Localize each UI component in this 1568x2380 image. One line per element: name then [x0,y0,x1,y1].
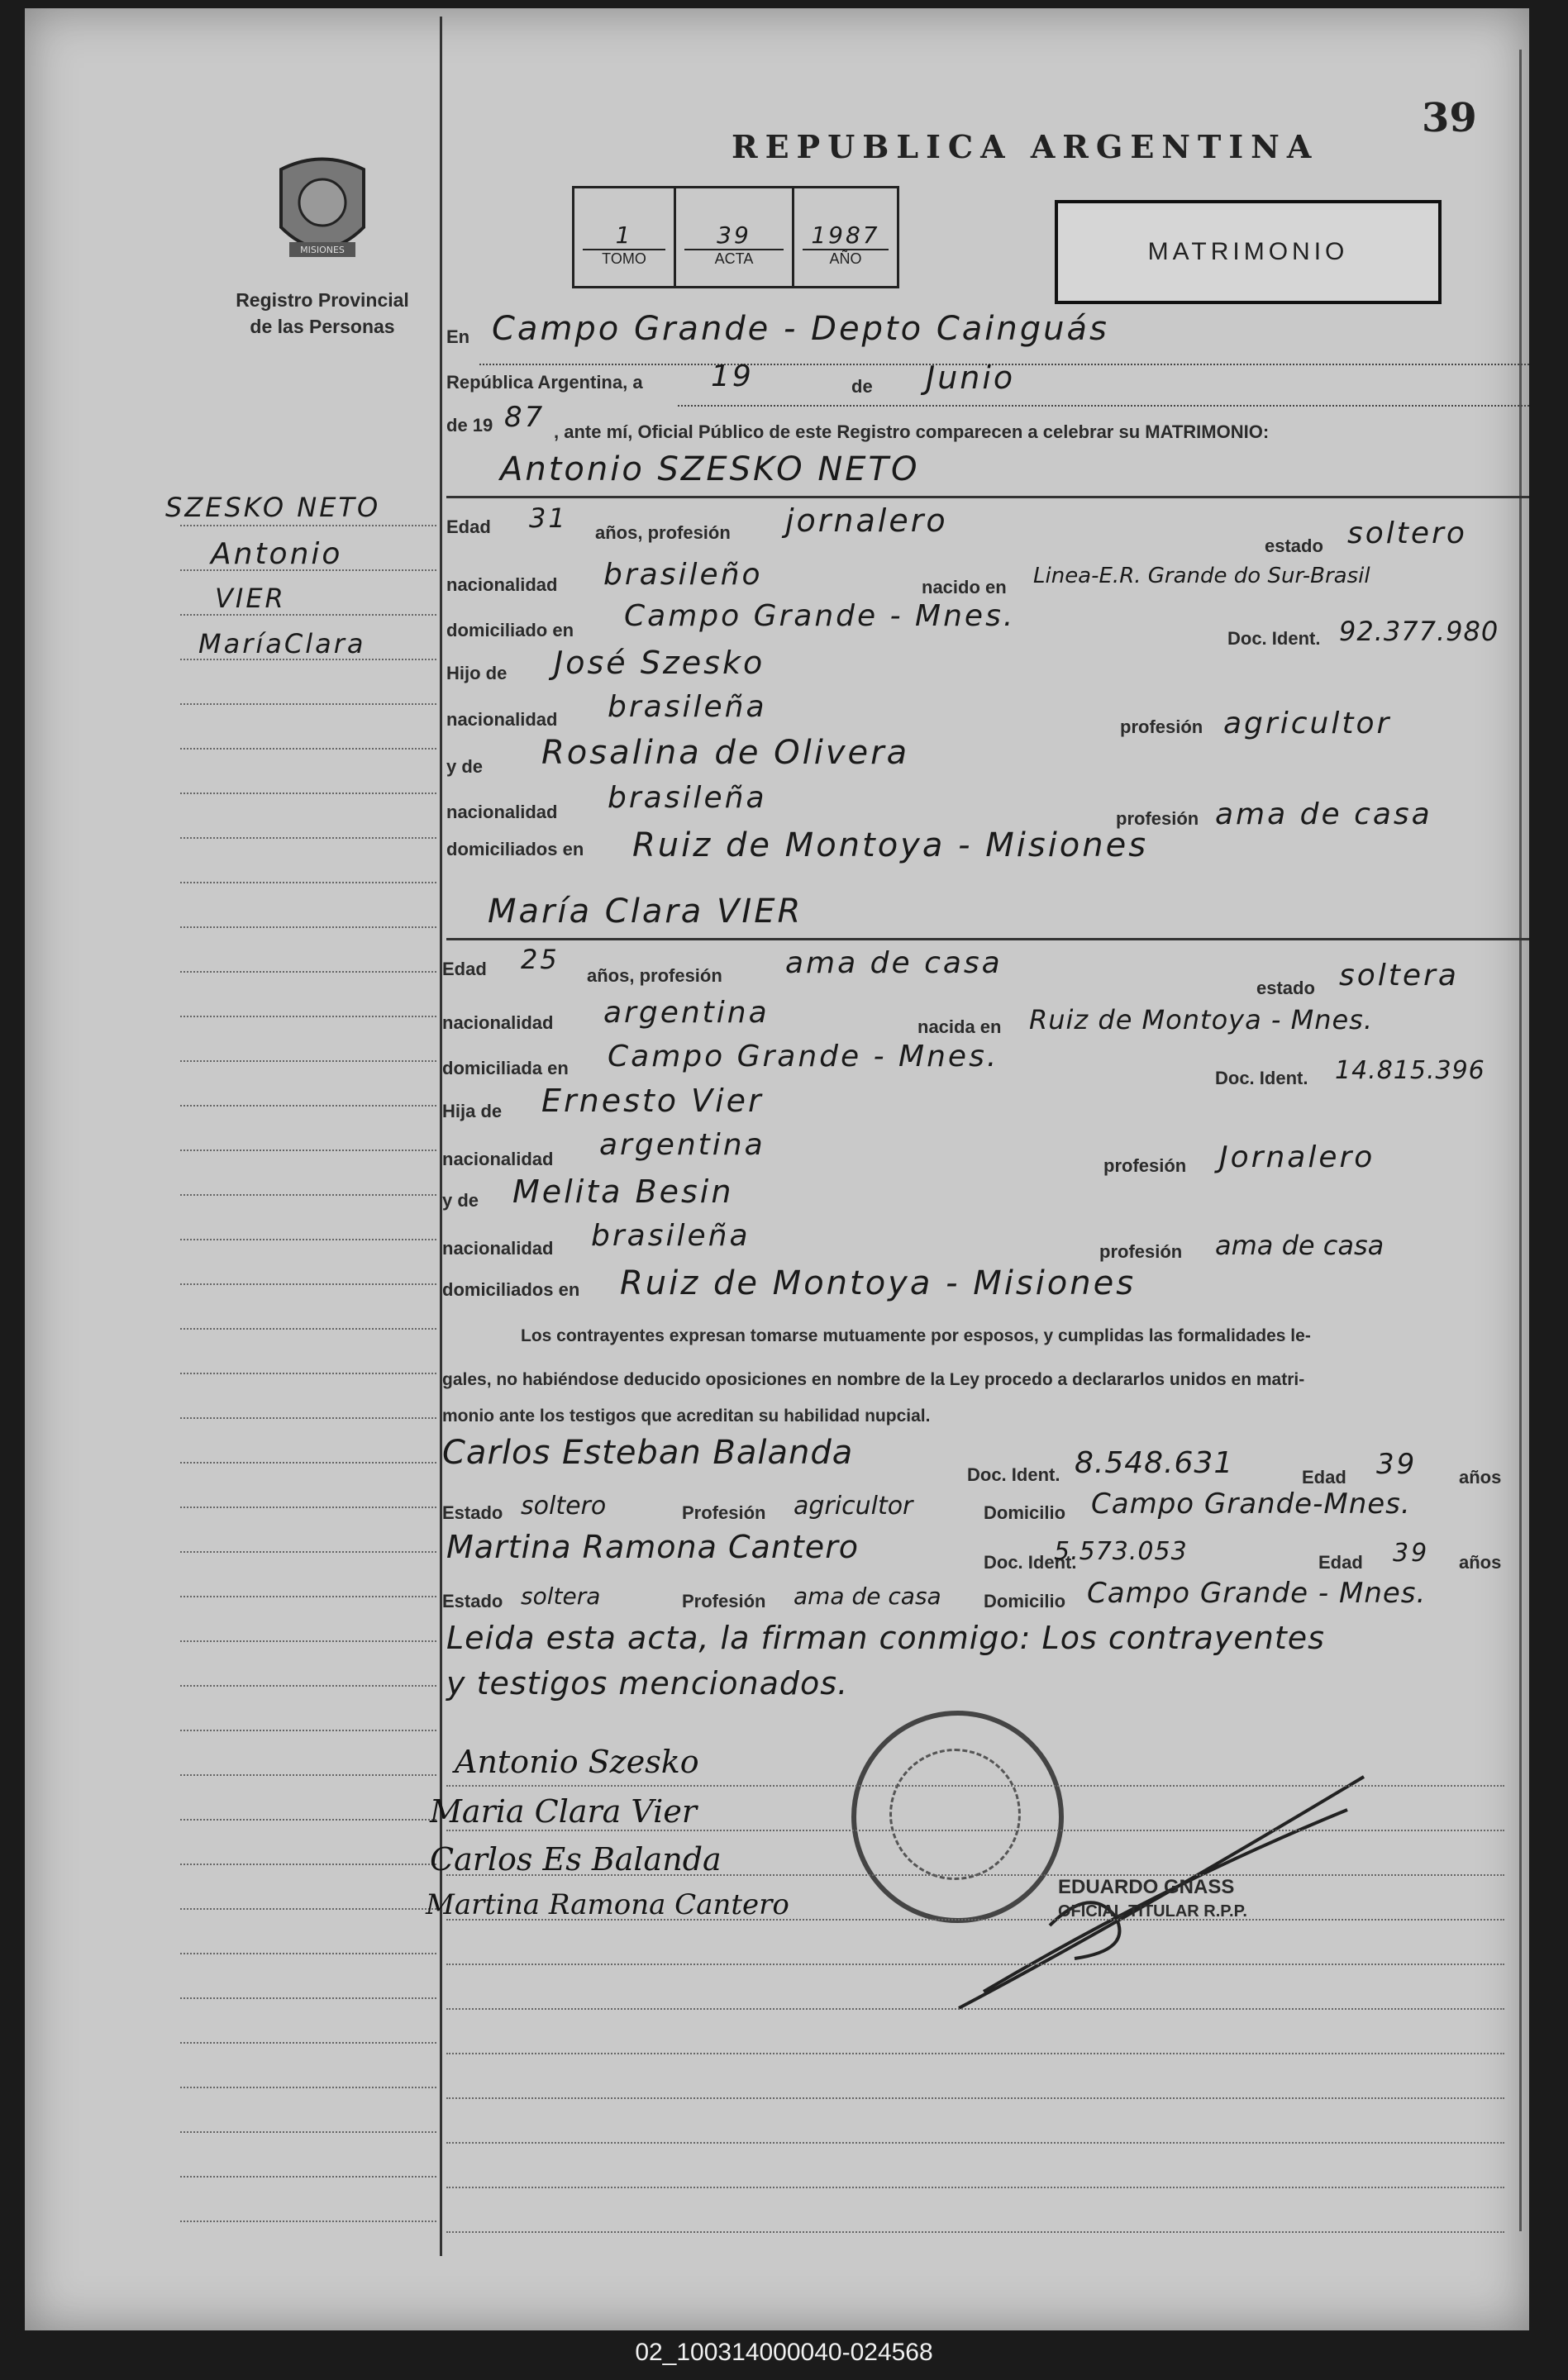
groom-nacido-label: nacido en [922,577,1007,597]
body-ruled-line [446,2187,1504,2188]
margin-ruled-line [180,793,436,794]
groom-estado: soltero [1347,516,1467,550]
margin-ruled-line [180,1774,436,1776]
bride-edad-label: Edad [442,959,487,979]
margin-ruled-line [180,1239,436,1240]
witness-2-age: 39 [1393,1539,1430,1568]
acta-cell [676,188,794,286]
witness-1-doc: 8.548.631 [1075,1446,1234,1480]
margin-ruled-line [180,2042,436,2044]
groom-nat-label: nacionalidad [446,574,558,595]
groom-profession: jornalero [785,502,948,539]
margin-ruled-line [180,748,436,750]
registry-name-2: de las Personas [250,316,395,337]
tomo-label: TOMO [583,249,665,268]
signature-witness-2: Martina Ramona Cantero [426,1888,789,1921]
margin-ruled-line [180,614,436,616]
margin-ruled-line [180,2131,436,2133]
margin-ruled-line [180,1596,436,1597]
margin-ruled-line [180,2176,436,2178]
registry-name-1: Registro Provincial [236,289,409,311]
margin-ruled-line [180,1194,436,1196]
declaration-line-3: monio ante los testigos que acreditan su habilidad nupcial. [442,1407,931,1426]
groom-father: José Szesko [554,645,765,681]
bride-domicile: Campo Grande - Mnes. [608,1040,999,1073]
witness-1-domicile: Campo Grande-Mnes. [1091,1488,1411,1521]
margin-ruled-line [180,1730,436,1731]
margin-ruled-line [180,1016,436,1017]
margin-ruled-line [180,926,436,928]
margin-ruled-line [180,882,436,883]
witness-1-prof-label: Profesión [682,1502,766,1523]
margin-ruled-line [180,1551,436,1553]
ano-cell [794,188,897,286]
bride-mother-nationality: brasileña [591,1219,751,1253]
closing-line-2: y testigos mencionados. [446,1665,849,1702]
groom-mother: Rosalina de Olivera [541,734,910,772]
groom-dom-label: domiciliado en [446,620,574,640]
tomo-value: 1 [615,221,633,249]
groom-estado-label: estado [1265,536,1323,556]
bride-mother-prof-label: profesión [1099,1241,1183,1262]
bride-name: María Clara VIER [488,892,803,931]
year-suffix: 87 [504,401,546,434]
groom-age: 31 [529,502,568,534]
margin-ruled-line [180,1819,436,1821]
margin-ruled-line [180,1417,436,1419]
margin-note-surname: SZESKO NETO [165,492,381,523]
groom-yde-label: y de [446,756,484,777]
witness-2-estado: soltera [521,1583,601,1610]
witness-2-profession: ama de casa [794,1583,941,1610]
witness-2-name: Martina Ramona Cantero [446,1529,860,1565]
groom-doc: 92.377.980 [1339,616,1499,647]
margin-ruled-line [180,1997,436,1999]
margin-ruled-line [180,1507,436,1508]
bride-nat-label: nacionalidad [442,1012,554,1033]
bride-estado-label: estado [1256,978,1315,998]
margin-ruled-line [180,971,436,973]
tomo-cell [574,188,676,286]
month-value: Junio [926,359,1016,396]
margin-ruled-line [180,1150,436,1151]
bride-parents-domicile: Ruiz de Montoya - Misiones [620,1264,1137,1302]
day-value: 19 [711,359,754,393]
closing-line-1: Leida esta acta, la firman conmigo: Los contrayentes [446,1620,1325,1656]
groom-mother-prof-label: profesión [1116,808,1199,829]
margin-ruled-line [180,569,436,571]
margin-ruled-line [180,1640,436,1642]
margin-ruled-line [180,2221,436,2222]
bride-profession: ama de casa [785,946,1003,980]
witness-1-profession: agricultor [794,1492,913,1521]
bride-father: Ernesto Vier [541,1083,764,1119]
body-ruled-line [446,2097,1504,2099]
margin-ruled-line [180,525,436,526]
republica-label: República Argentina, a [446,372,643,393]
groom-edad-label: Edad [446,516,491,537]
province-crest-icon [273,153,372,269]
country-title: REPUBLICA ARGENTINA [732,128,1319,165]
bride-father-profession: Jornalero [1219,1140,1375,1174]
groom-mother-profession: ama de casa [1215,797,1432,831]
signature-witness-1: Carlos Es Balanda [430,1841,722,1878]
year-prefix: de 19 [446,415,493,436]
bride-father-nat-label: nacionalidad [442,1149,554,1169]
groom-parents-dom-label: domiciliados en [446,839,584,859]
margin-ruled-line [180,1685,436,1687]
acta-value: 39 [717,221,751,249]
margin-ruled-line [180,1462,436,1464]
groom-name: Antonio SZESKO NETO [500,450,920,488]
margin-ruled-line [180,1908,436,1910]
body-ruled-line [446,2008,1504,2010]
margin-note-bride-given: MaríaClara [198,628,366,659]
bride-parents-dom-label: domiciliados en [442,1279,580,1300]
groom-father-nationality: brasileña [608,690,767,724]
declaration-line-2: gales, no habiéndose deducido oposiciones en nombre de la Ley procedo a declararlos unidos en matri- [442,1370,1305,1389]
signature-groom: Antonio Szesko [455,1744,699,1780]
witness-1-estado: soltero [521,1492,607,1521]
margin-ruled-line [180,1864,436,1865]
declaration-line-1: Los contrayentes expresan tomarse mutuamente por esposos, y cumplidas las formalidades le- [521,1326,1311,1345]
body-ruled-line [446,1919,1504,1921]
body-ruled-line [446,2142,1504,2144]
bride-yde-label: y de [442,1190,479,1211]
body-ruled-line [446,2231,1504,2233]
place-value: Campo Grande - Depto Cainguás [492,310,1109,348]
official-title: OFICIAL TITULAR R.P.P. [1058,1902,1247,1921]
margin-ruled-line [180,1283,436,1285]
groom-mother-nationality: brasileña [608,781,767,815]
margin-ruled-line [180,703,436,705]
bride-nacida-label: nacida en [917,1016,1002,1037]
margin-ruled-line [180,1105,436,1107]
bride-age: 25 [521,944,560,975]
groom-doc-label: Doc. Ident. [1227,628,1321,649]
bride-hija-label: Hija de [442,1101,503,1121]
act-type-box: MATRIMONIO [1055,200,1442,304]
bride-dom-label: domiciliada en [442,1058,569,1078]
margin-ruled-line [180,837,436,839]
groom-parents-domicile: Ruiz de Montoya - Misiones [632,826,1149,864]
bride-mother-nat-label: nacionalidad [442,1238,554,1259]
groom-hijo-label: Hijo de [446,663,508,683]
bride-mother: Melita Besin [512,1173,734,1210]
ano-label: AÑO [803,249,889,268]
bride-father-nationality: argentina [599,1128,765,1162]
witness-1-estado-label: Estado [442,1502,503,1523]
witness-2-estado-label: Estado [442,1591,503,1611]
official-name: EDUARDO GNASS [1058,1876,1235,1898]
witness-2-prof-label: Profesión [682,1591,766,1611]
witness-2-edad-label: Edad [1318,1552,1363,1573]
bride-doc-label: Doc. Ident. [1215,1068,1308,1088]
body-ruled-line [446,2053,1504,2054]
margin-ruled-line [180,659,436,660]
bride-estado: soltera [1339,959,1459,992]
margin-ruled-line [180,1060,436,1062]
bride-father-prof-label: profesión [1103,1155,1187,1176]
de-label: de [851,376,873,397]
margin-ruled-line [180,1328,436,1330]
body-ruled-line [446,1963,1504,1965]
groom-profesion-label: años, profesión [595,522,731,543]
bride-mother-profession: ama de casa [1215,1230,1385,1261]
bride-doc: 14.815.396 [1335,1056,1485,1085]
margin-ruled-line [180,2087,436,2088]
witness-2-anos: años [1459,1552,1502,1573]
groom-nationality: brasileño [603,558,763,592]
margin-note-given: Antonio [211,537,343,571]
witness-1-name: Carlos Esteban Balanda [442,1434,854,1472]
margin-ruled-line [180,1953,436,1954]
groom-father-prof-label: profesión [1120,716,1203,737]
body-ruled-line [446,1874,1504,1876]
signature-bride: Maria Clara Vier [430,1793,697,1830]
witness-2-domicilio-label: Domicilio [984,1591,1066,1611]
groom-father-nat-label: nacionalidad [446,709,558,730]
body-ruled-line [446,1785,1504,1787]
groom-domicile: Campo Grande - Mnes. [624,599,1016,633]
document-page [25,8,1529,2330]
appear-text: , ante mí, Oficial Público de este Registro comparecen a celebrar su MATRIMONIO: [554,421,1270,442]
witness-1-domicilio-label: Domicilio [984,1502,1066,1523]
groom-mother-nat-label: nacionalidad [446,802,558,822]
bride-nationality: argentina [603,996,770,1030]
crest-text: MISIONES [300,245,345,255]
bride-birthplace: Ruiz de Montoya - Mnes. [1029,1004,1373,1035]
witness-1-anos: años [1459,1467,1502,1488]
witness-1-doc-label: Doc. Ident. [967,1464,1060,1485]
witness-1-age: 39 [1376,1448,1418,1481]
groom-birthplace: Linea-E.R. Grande do Sur-Brasil [1033,564,1370,588]
volume-record-box [572,186,899,288]
footer-id: 02_100314000040-024568 [635,2339,933,2366]
en-label: En [446,326,470,347]
witness-2-domicile: Campo Grande - Mnes. [1087,1577,1427,1610]
acta-label: ACTA [684,249,784,268]
body-ruled-line [446,1830,1504,1831]
right-rule [1519,50,1522,2231]
margin-note-bride-surname: VIER [215,583,286,614]
bride-profesion-label: años, profesión [587,965,722,986]
groom-father-profession: agricultor [1223,707,1392,740]
witness-2-doc-label: Doc. Ident. [984,1552,1077,1573]
witness-2-doc: 5.573.053 [1054,1537,1188,1566]
page-number: 39 [1422,95,1477,141]
witness-1-edad-label: Edad [1302,1467,1346,1488]
margin-ruled-line [180,1373,436,1374]
ano-value: 1987 [811,221,880,249]
